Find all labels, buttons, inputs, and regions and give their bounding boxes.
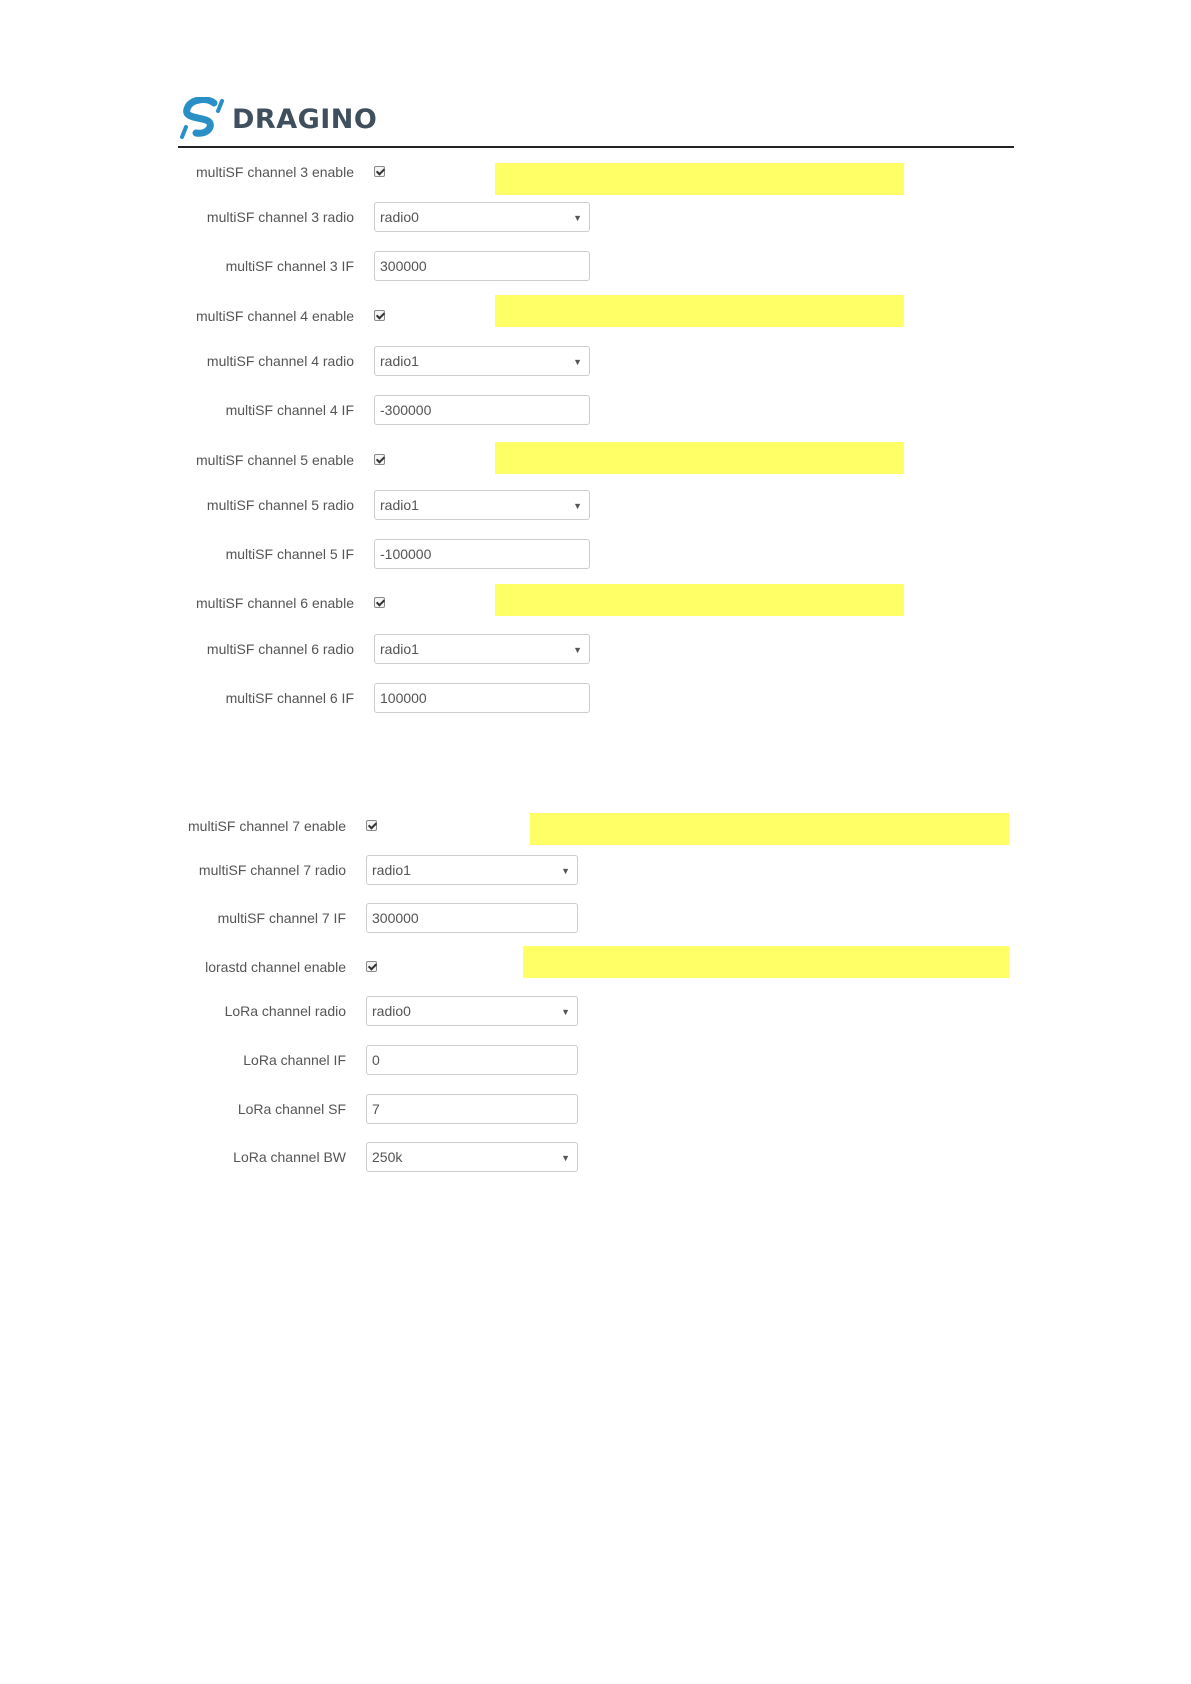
multisf4-if-input[interactable] [374,395,590,425]
input-value: 100000 [380,690,427,706]
field-label: LoRa channel radio [224,1003,346,1019]
field-label: LoRa channel BW [233,1149,346,1165]
lorastd-enable-checkbox[interactable] [366,961,377,972]
chevron-down-icon: ▼ [573,213,582,223]
form-row-multisf3-if [0,251,1191,281]
select-value: radio0 [372,1003,411,1019]
form-row-multisf5-enable [0,445,1191,475]
multisf4-radio-select[interactable] [374,346,590,376]
multisf7-enable-checkbox[interactable] [366,820,377,831]
form-row-multisf3-radio [0,202,1191,232]
multisf4-enable-checkbox[interactable] [374,310,385,321]
select-value: radio1 [380,641,419,657]
field-label: multiSF channel 5 IF [225,546,354,562]
field-label: multiSF channel 5 enable [196,452,354,468]
field-label: multiSF channel 4 radio [206,353,354,369]
dragino-s-logo-icon [178,97,226,141]
field-label: multiSF channel 7 enable [188,818,346,834]
field-label: multiSF channel 7 IF [217,910,346,926]
form-row-multisf6-if [0,683,1191,713]
chevron-down-icon: ▼ [561,1153,570,1163]
input-value: 0 [372,1052,380,1068]
field-label: multiSF channel 3 enable [196,164,354,180]
select-value: radio0 [380,209,419,225]
multisf7-radio-select[interactable] [366,855,578,885]
form-row-lora-bw [0,1142,1191,1172]
lora-radio-select[interactable] [366,996,578,1026]
field-label: multiSF channel 4 IF [225,402,354,418]
form-row-multisf7-if [0,903,1191,933]
multisf6-if-input[interactable] [374,683,590,713]
lora-sf-input[interactable] [366,1094,578,1124]
form-row-multisf4-radio [0,346,1191,376]
multisf6-radio-select[interactable] [374,634,590,664]
field-label: multiSF channel 6 IF [225,690,354,706]
field-label: multiSF channel 6 enable [196,595,354,611]
select-value: 250k [372,1149,403,1165]
chevron-down-icon: ▼ [573,501,582,511]
field-label: multiSF channel 3 IF [225,258,354,274]
multisf3-enable-checkbox[interactable] [374,166,385,177]
form-row-multisf3-enable [0,157,1191,187]
chevron-down-icon: ▼ [573,645,582,655]
field-label: multiSF channel 6 radio [206,641,354,657]
field-label: multiSF channel 5 radio [206,497,354,513]
input-value: -100000 [380,546,432,562]
multisf7-if-input[interactable] [366,903,578,933]
field-label: LoRa channel SF [237,1101,346,1117]
multisf3-if-input[interactable] [374,251,590,281]
form-row-lora-if [0,1045,1191,1075]
multisf6-enable-checkbox[interactable] [374,597,385,608]
input-value: 300000 [380,258,427,274]
brand-name: DRAGINO [232,103,378,135]
page-header [178,96,1014,148]
input-value: -300000 [380,402,432,418]
field-label: multiSF channel 7 radio [198,862,346,878]
form-row-lora-sf [0,1094,1191,1124]
lora-if-input[interactable] [366,1045,578,1075]
form-row-multisf7-radio [0,855,1191,885]
multisf5-if-input[interactable] [374,539,590,569]
multisf3-radio-select[interactable] [374,202,590,232]
multisf5-enable-checkbox[interactable] [374,454,385,465]
field-label: multiSF channel 3 radio [206,209,354,225]
input-value: 7 [372,1101,380,1117]
form-row-multisf5-if [0,539,1191,569]
field-label: lorastd channel enable [205,959,346,975]
form-row-multisf4-if [0,395,1191,425]
form-row-lora-radio [0,996,1191,1026]
form-row-lorastd-enable [0,952,1191,982]
lora-bw-select[interactable] [366,1142,578,1172]
select-value: radio1 [372,862,411,878]
field-label: LoRa channel IF [243,1052,346,1068]
multisf5-radio-select[interactable] [374,490,590,520]
form-row-multisf4-enable [0,301,1191,331]
input-value: 300000 [372,910,419,926]
field-label: multiSF channel 4 enable [196,308,354,324]
select-value: radio1 [380,497,419,513]
chevron-down-icon: ▼ [561,1007,570,1017]
form-row-multisf6-radio [0,634,1191,664]
chevron-down-icon: ▼ [573,357,582,367]
form-row-multisf7-enable [0,811,1191,841]
form-row-multisf6-enable [0,588,1191,618]
select-value: radio1 [380,353,419,369]
chevron-down-icon: ▼ [561,866,570,876]
dragino-logo [178,96,377,142]
form-row-multisf5-radio [0,490,1191,520]
